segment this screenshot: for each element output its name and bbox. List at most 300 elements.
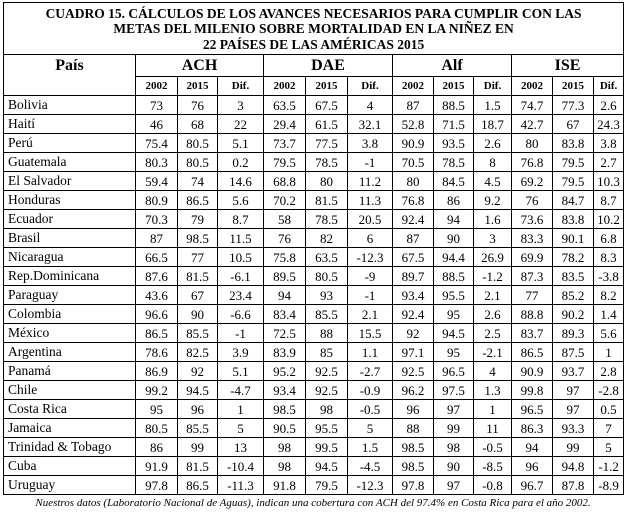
value-cell: 78.5 bbox=[306, 153, 348, 172]
value-cell: 3.8 bbox=[348, 134, 393, 153]
value-cell: 86.5 bbox=[136, 324, 178, 343]
country-cell: El Salvador bbox=[4, 172, 136, 191]
value-cell: -8.5 bbox=[474, 457, 512, 476]
value-cell: 87.6 bbox=[136, 267, 178, 286]
table-container bbox=[3, 2, 623, 509]
value-cell: 8.7 bbox=[594, 191, 624, 210]
value-cell: 98 bbox=[306, 400, 348, 419]
value-cell: 80.3 bbox=[136, 153, 178, 172]
value-cell: 79 bbox=[178, 210, 218, 229]
value-cell: 5.1 bbox=[218, 362, 264, 381]
value-cell: 85.2 bbox=[553, 286, 594, 305]
value-cell: 94 bbox=[512, 438, 553, 457]
value-cell: 86.5 bbox=[178, 476, 218, 495]
value-cell: 3 bbox=[218, 96, 264, 115]
value-cell: 86 bbox=[434, 191, 474, 210]
value-cell: 95 bbox=[136, 400, 178, 419]
value-cell: -2.7 bbox=[348, 362, 393, 381]
value-cell: 1.1 bbox=[348, 343, 393, 362]
value-cell: 8.2 bbox=[594, 286, 624, 305]
value-cell: 87.8 bbox=[553, 476, 594, 495]
value-cell: 1 bbox=[594, 343, 624, 362]
value-cell: 13 bbox=[218, 438, 264, 457]
table-row bbox=[4, 229, 624, 248]
value-cell: -11.3 bbox=[218, 476, 264, 495]
value-cell: 91.8 bbox=[264, 476, 306, 495]
value-cell: 88 bbox=[306, 324, 348, 343]
value-cell: 98.5 bbox=[393, 438, 434, 457]
value-cell: -4.7 bbox=[218, 381, 264, 400]
value-cell: 95.5 bbox=[306, 419, 348, 438]
value-cell: 88 bbox=[393, 419, 434, 438]
value-cell: 94 bbox=[264, 286, 306, 305]
subheader-ach-dif: Dif. bbox=[218, 77, 264, 96]
value-cell: -0.9 bbox=[348, 381, 393, 400]
value-cell: 92.5 bbox=[393, 362, 434, 381]
value-cell: 99.2 bbox=[136, 381, 178, 400]
country-cell: México bbox=[4, 324, 136, 343]
value-cell: 89.3 bbox=[553, 324, 594, 343]
country-cell: Bolivia bbox=[4, 96, 136, 115]
value-cell: 2.5 bbox=[474, 324, 512, 343]
value-cell: 77 bbox=[512, 286, 553, 305]
value-cell: 97.8 bbox=[393, 476, 434, 495]
table-row bbox=[4, 305, 624, 324]
country-cell: Nicaragua bbox=[4, 248, 136, 267]
value-cell: 83.7 bbox=[512, 324, 553, 343]
value-cell: 70.3 bbox=[136, 210, 178, 229]
value-cell: 10.5 bbox=[218, 248, 264, 267]
data-table bbox=[3, 2, 624, 495]
value-cell: 2.1 bbox=[474, 286, 512, 305]
value-cell: 2.1 bbox=[348, 305, 393, 324]
value-cell: 7 bbox=[594, 419, 624, 438]
table-row bbox=[4, 96, 624, 115]
value-cell: -3.8 bbox=[594, 267, 624, 286]
value-cell: 83.4 bbox=[264, 305, 306, 324]
value-cell: 73.6 bbox=[512, 210, 553, 229]
value-cell: 10.2 bbox=[594, 210, 624, 229]
subheader-alf-2002: 2002 bbox=[393, 77, 434, 96]
value-cell: 76.8 bbox=[512, 153, 553, 172]
value-cell: 5 bbox=[594, 438, 624, 457]
value-cell: 90.9 bbox=[393, 134, 434, 153]
value-cell: 96.5 bbox=[434, 362, 474, 381]
value-cell: 94.5 bbox=[434, 324, 474, 343]
value-cell: 87.5 bbox=[553, 343, 594, 362]
value-cell: 67 bbox=[553, 115, 594, 134]
value-cell: 46 bbox=[136, 115, 178, 134]
table-row bbox=[4, 438, 624, 457]
value-cell: 8.7 bbox=[218, 210, 264, 229]
value-cell: -12.3 bbox=[348, 248, 393, 267]
value-cell: 23.4 bbox=[218, 286, 264, 305]
value-cell: 20.5 bbox=[348, 210, 393, 229]
value-cell: 94.4 bbox=[434, 248, 474, 267]
title-line-3: 22 PAÍSES DE LAS AMÉRICAS 2015 bbox=[202, 36, 425, 52]
value-cell: 85 bbox=[306, 343, 348, 362]
value-cell: 42.7 bbox=[512, 115, 553, 134]
table-row bbox=[4, 172, 624, 191]
country-header: País bbox=[4, 55, 136, 77]
value-cell: 63.5 bbox=[306, 248, 348, 267]
value-cell: 0.2 bbox=[218, 153, 264, 172]
value-cell: 90 bbox=[434, 457, 474, 476]
value-cell: -6.6 bbox=[218, 305, 264, 324]
value-cell: 94.8 bbox=[553, 457, 594, 476]
value-cell: 97.5 bbox=[434, 381, 474, 400]
group-header-alf: Alf bbox=[393, 55, 512, 77]
value-cell: 86.5 bbox=[512, 343, 553, 362]
value-cell: 11.3 bbox=[348, 191, 393, 210]
value-cell: 67.5 bbox=[393, 248, 434, 267]
table-row bbox=[4, 343, 624, 362]
subheader-ach-2015: 2015 bbox=[178, 77, 218, 96]
value-cell: 95.2 bbox=[264, 362, 306, 381]
value-cell: 93.3 bbox=[553, 419, 594, 438]
table-row bbox=[4, 191, 624, 210]
value-cell: 1.5 bbox=[348, 438, 393, 457]
value-cell: 78.6 bbox=[136, 343, 178, 362]
value-cell: 1 bbox=[218, 400, 264, 419]
value-cell: 10.3 bbox=[594, 172, 624, 191]
value-cell: 95 bbox=[434, 343, 474, 362]
value-cell: 94.5 bbox=[178, 381, 218, 400]
value-cell: 43.6 bbox=[136, 286, 178, 305]
value-cell: 5 bbox=[348, 419, 393, 438]
value-cell: 98.5 bbox=[178, 229, 218, 248]
value-cell: 93.5 bbox=[434, 134, 474, 153]
value-cell: 94.5 bbox=[306, 457, 348, 476]
value-cell: 99 bbox=[178, 438, 218, 457]
value-cell: 3.8 bbox=[594, 134, 624, 153]
value-cell: 24.3 bbox=[594, 115, 624, 134]
value-cell: 32.1 bbox=[348, 115, 393, 134]
value-cell: 81.5 bbox=[178, 457, 218, 476]
value-cell: -1 bbox=[348, 153, 393, 172]
value-cell: -6.1 bbox=[218, 267, 264, 286]
group-header-dae: DAE bbox=[264, 55, 393, 77]
value-cell: 87.3 bbox=[512, 267, 553, 286]
value-cell: 92 bbox=[178, 362, 218, 381]
value-cell: 90.1 bbox=[553, 229, 594, 248]
value-cell: 58 bbox=[264, 210, 306, 229]
value-cell: 80.5 bbox=[136, 419, 178, 438]
value-cell: 1.6 bbox=[474, 210, 512, 229]
value-cell: 68.8 bbox=[264, 172, 306, 191]
value-cell: 73.7 bbox=[264, 134, 306, 153]
table-row bbox=[4, 400, 624, 419]
value-cell: 80.5 bbox=[306, 267, 348, 286]
value-cell: 2.6 bbox=[474, 305, 512, 324]
value-cell: 90 bbox=[178, 305, 218, 324]
value-cell: 11.5 bbox=[218, 229, 264, 248]
subheader-dae-2015: 2015 bbox=[306, 77, 348, 96]
value-cell: 83.5 bbox=[553, 267, 594, 286]
value-cell: 81.5 bbox=[178, 267, 218, 286]
value-cell: 8.3 bbox=[594, 248, 624, 267]
value-cell: 95.5 bbox=[434, 286, 474, 305]
value-cell: 94 bbox=[434, 210, 474, 229]
value-cell: 86.5 bbox=[178, 191, 218, 210]
country-cell: Trinidad & Tobago bbox=[4, 438, 136, 457]
value-cell: 90.9 bbox=[512, 362, 553, 381]
value-cell: 86.9 bbox=[136, 362, 178, 381]
subheader-alf-dif: Dif. bbox=[474, 77, 512, 96]
group-header-ach: ACH bbox=[136, 55, 264, 77]
value-cell: 99.8 bbox=[512, 381, 553, 400]
value-cell: 61.5 bbox=[306, 115, 348, 134]
value-cell: 5.6 bbox=[594, 324, 624, 343]
table-row bbox=[4, 476, 624, 495]
value-cell: 93 bbox=[306, 286, 348, 305]
value-cell: 82 bbox=[306, 229, 348, 248]
value-cell: 97 bbox=[553, 400, 594, 419]
value-cell: 78.5 bbox=[306, 210, 348, 229]
value-cell: 77.3 bbox=[553, 96, 594, 115]
value-cell: 69.2 bbox=[512, 172, 553, 191]
value-cell: -0.5 bbox=[348, 400, 393, 419]
table-row bbox=[4, 210, 624, 229]
country-cell: Ecuador bbox=[4, 210, 136, 229]
value-cell: 98 bbox=[264, 457, 306, 476]
country-cell: Argentina bbox=[4, 343, 136, 362]
table-body bbox=[4, 96, 624, 495]
value-cell: 1 bbox=[474, 400, 512, 419]
country-cell: Uruguay bbox=[4, 476, 136, 495]
value-cell: 89.7 bbox=[393, 267, 434, 286]
value-cell: 70.2 bbox=[264, 191, 306, 210]
value-cell: 96 bbox=[512, 457, 553, 476]
value-cell: 96.6 bbox=[136, 305, 178, 324]
value-cell: 76.8 bbox=[393, 191, 434, 210]
value-cell: 95 bbox=[434, 305, 474, 324]
value-cell: 86 bbox=[136, 438, 178, 457]
value-cell: -2.1 bbox=[474, 343, 512, 362]
value-cell: 4 bbox=[474, 362, 512, 381]
value-cell: 97.1 bbox=[393, 343, 434, 362]
value-cell: 15.5 bbox=[348, 324, 393, 343]
value-cell: 93.7 bbox=[553, 362, 594, 381]
value-cell: 87 bbox=[393, 229, 434, 248]
value-cell: 68 bbox=[178, 115, 218, 134]
value-cell: 96.7 bbox=[512, 476, 553, 495]
table-row bbox=[4, 419, 624, 438]
value-cell: 2.6 bbox=[474, 134, 512, 153]
country-cell: Jamaica bbox=[4, 419, 136, 438]
country-cell: Cuba bbox=[4, 457, 136, 476]
value-cell: 73 bbox=[136, 96, 178, 115]
value-cell: 85.5 bbox=[306, 305, 348, 324]
value-cell: 80.9 bbox=[136, 191, 178, 210]
value-cell: 98 bbox=[264, 438, 306, 457]
value-cell: 83.3 bbox=[512, 229, 553, 248]
value-cell: 97 bbox=[434, 476, 474, 495]
value-cell: 91.9 bbox=[136, 457, 178, 476]
value-cell: -2.8 bbox=[594, 381, 624, 400]
value-cell: 75.8 bbox=[264, 248, 306, 267]
value-cell: -1 bbox=[348, 286, 393, 305]
value-cell: -0.8 bbox=[474, 476, 512, 495]
value-cell: 67 bbox=[178, 286, 218, 305]
value-cell: 92.5 bbox=[306, 381, 348, 400]
value-cell: 90.5 bbox=[264, 419, 306, 438]
value-cell: 96.5 bbox=[512, 400, 553, 419]
value-cell: 5.1 bbox=[218, 134, 264, 153]
country-cell: Paraguay bbox=[4, 286, 136, 305]
country-cell: Brasil bbox=[4, 229, 136, 248]
value-cell: 9.2 bbox=[474, 191, 512, 210]
value-cell: 74 bbox=[178, 172, 218, 191]
value-cell: 97 bbox=[553, 381, 594, 400]
value-cell: 59.4 bbox=[136, 172, 178, 191]
value-cell: 80 bbox=[393, 172, 434, 191]
value-cell: -9 bbox=[348, 267, 393, 286]
value-cell: 83.8 bbox=[553, 134, 594, 153]
table-row bbox=[4, 134, 624, 153]
value-cell: 80 bbox=[512, 134, 553, 153]
value-cell: 11.2 bbox=[348, 172, 393, 191]
country-cell: Costa Rica bbox=[4, 400, 136, 419]
value-cell: 97 bbox=[434, 400, 474, 419]
value-cell: 6.8 bbox=[594, 229, 624, 248]
title-line-1: CUADRO 15. CÁLCULOS DE LOS AVANCES NECESARIOS PARA CUMPLIR CON LAS bbox=[45, 5, 582, 21]
value-cell: 78.5 bbox=[434, 153, 474, 172]
value-cell: -0.5 bbox=[474, 438, 512, 457]
value-cell: 3 bbox=[474, 229, 512, 248]
value-cell: 90.2 bbox=[553, 305, 594, 324]
value-cell: 80.5 bbox=[178, 134, 218, 153]
value-cell: 80 bbox=[306, 172, 348, 191]
value-cell: 96 bbox=[393, 400, 434, 419]
value-cell: 2.7 bbox=[594, 153, 624, 172]
value-cell: -1.2 bbox=[594, 457, 624, 476]
subheader-alf-2015: 2015 bbox=[434, 77, 474, 96]
value-cell: 5.6 bbox=[218, 191, 264, 210]
title-line-2: METAS DEL MILENIO SOBRE MORTALIDAD EN LA NIÑEZ EN bbox=[113, 21, 514, 37]
value-cell: 76 bbox=[512, 191, 553, 210]
value-cell: 92.4 bbox=[393, 305, 434, 324]
value-cell: 93.4 bbox=[264, 381, 306, 400]
table-row bbox=[4, 153, 624, 172]
value-cell: 18.7 bbox=[474, 115, 512, 134]
country-cell: Honduras bbox=[4, 191, 136, 210]
value-cell: 79.5 bbox=[264, 153, 306, 172]
value-cell: 79.5 bbox=[306, 476, 348, 495]
value-cell: 96.2 bbox=[393, 381, 434, 400]
subheader-ise-2002: 2002 bbox=[512, 77, 553, 96]
table-row bbox=[4, 362, 624, 381]
group-header-ise: ISE bbox=[512, 55, 624, 77]
value-cell: 87 bbox=[136, 229, 178, 248]
subheader-ise-2015: 2015 bbox=[553, 77, 594, 96]
value-cell: 98 bbox=[434, 438, 474, 457]
value-cell: 93.4 bbox=[393, 286, 434, 305]
table-row bbox=[4, 381, 624, 400]
value-cell: 99.5 bbox=[306, 438, 348, 457]
value-cell: 26.9 bbox=[474, 248, 512, 267]
group-header-row bbox=[4, 55, 624, 77]
value-cell: 0.5 bbox=[594, 400, 624, 419]
subheader-dae-dif: Dif. bbox=[348, 77, 393, 96]
value-cell: 72.5 bbox=[264, 324, 306, 343]
value-cell: 92.4 bbox=[393, 210, 434, 229]
value-cell: 63.5 bbox=[264, 96, 306, 115]
value-cell: 76 bbox=[264, 229, 306, 248]
value-cell: 52.8 bbox=[393, 115, 434, 134]
value-cell: 88.8 bbox=[512, 305, 553, 324]
value-cell: 99 bbox=[553, 438, 594, 457]
value-cell: -1.2 bbox=[474, 267, 512, 286]
subheader-dae-2002: 2002 bbox=[264, 77, 306, 96]
value-cell: 92.5 bbox=[306, 362, 348, 381]
country-header-blank bbox=[4, 77, 136, 96]
value-cell: 81.5 bbox=[306, 191, 348, 210]
value-cell: 11 bbox=[474, 419, 512, 438]
value-cell: 88.5 bbox=[434, 96, 474, 115]
value-cell: -10.4 bbox=[218, 457, 264, 476]
value-cell: 70.5 bbox=[393, 153, 434, 172]
value-cell: 97.8 bbox=[136, 476, 178, 495]
value-cell: 77.5 bbox=[306, 134, 348, 153]
value-cell: -1 bbox=[218, 324, 264, 343]
subheader-row bbox=[4, 77, 624, 96]
value-cell: 29.4 bbox=[264, 115, 306, 134]
value-cell: 99 bbox=[434, 419, 474, 438]
table-row bbox=[4, 457, 624, 476]
value-cell: 14.6 bbox=[218, 172, 264, 191]
country-cell: Perú bbox=[4, 134, 136, 153]
value-cell: 82.5 bbox=[178, 343, 218, 362]
value-cell: 4 bbox=[348, 96, 393, 115]
value-cell: 77 bbox=[178, 248, 218, 267]
value-cell: -4.5 bbox=[348, 457, 393, 476]
value-cell: 98.5 bbox=[264, 400, 306, 419]
country-cell: Colombia bbox=[4, 305, 136, 324]
value-cell: 85.5 bbox=[178, 419, 218, 438]
footnote: Nuestros datos (Laboratorio Nacional de Aguas), indican una cobertura con ACH del 97.4% en Costa Rica para el año 2002. bbox=[35, 497, 591, 509]
value-cell: 2.6 bbox=[594, 96, 624, 115]
value-cell: 4.5 bbox=[474, 172, 512, 191]
value-cell: -8.9 bbox=[594, 476, 624, 495]
value-cell: 1.3 bbox=[474, 381, 512, 400]
value-cell: 87 bbox=[393, 96, 434, 115]
value-cell: 98.5 bbox=[393, 457, 434, 476]
value-cell: 8 bbox=[474, 153, 512, 172]
value-cell: 85.5 bbox=[178, 324, 218, 343]
subheader-ise-dif: Dif. bbox=[594, 77, 624, 96]
table-row bbox=[4, 248, 624, 267]
value-cell: 83.8 bbox=[553, 210, 594, 229]
value-cell: 90 bbox=[434, 229, 474, 248]
value-cell: 88.5 bbox=[434, 267, 474, 286]
value-cell: 22 bbox=[218, 115, 264, 134]
value-cell: 75.4 bbox=[136, 134, 178, 153]
table-row bbox=[4, 115, 624, 134]
table-row bbox=[4, 286, 624, 305]
value-cell: 84.7 bbox=[553, 191, 594, 210]
value-cell: 89.5 bbox=[264, 267, 306, 286]
value-cell: 5 bbox=[218, 419, 264, 438]
value-cell: 79.5 bbox=[553, 153, 594, 172]
value-cell: 92 bbox=[393, 324, 434, 343]
value-cell: 86.3 bbox=[512, 419, 553, 438]
value-cell: 67.5 bbox=[306, 96, 348, 115]
value-cell: 69.9 bbox=[512, 248, 553, 267]
value-cell: 3.9 bbox=[218, 343, 264, 362]
value-cell: 96 bbox=[178, 400, 218, 419]
value-cell: 71.5 bbox=[434, 115, 474, 134]
